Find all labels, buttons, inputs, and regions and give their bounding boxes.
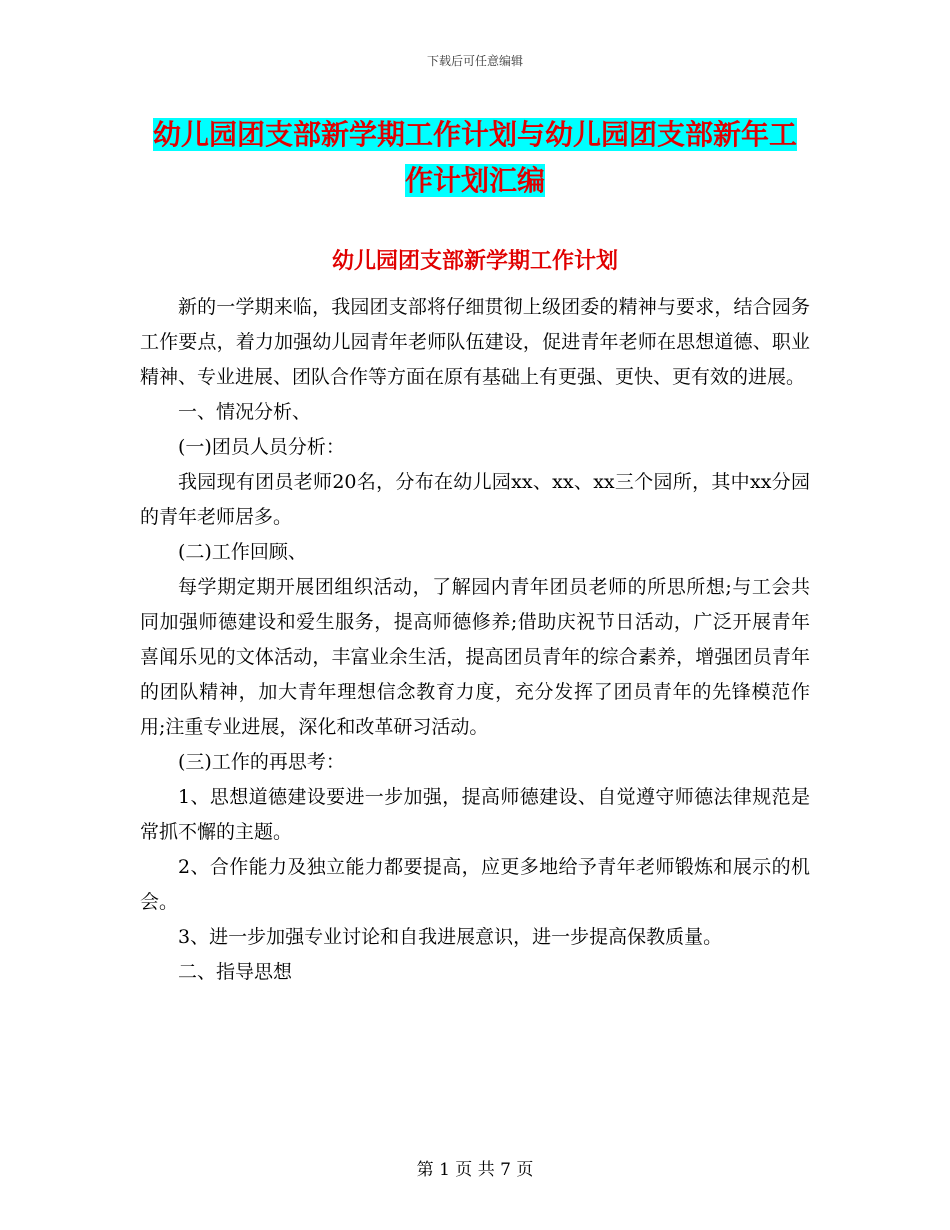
paragraph: (三)工作的再思考： <box>178 751 345 773</box>
section-title: 幼儿园团支部新学期工作计划 <box>331 249 618 274</box>
paragraph: (二)工作回顾、 <box>178 541 307 563</box>
paragraph: 一、情况分析、 <box>178 401 312 423</box>
body-text <box>140 290 810 990</box>
paragraph: 二、指导思想 <box>178 961 293 983</box>
paragraph: 每学期定期开展团组织活动，了解园内青年团员老师的所思所想;与工会共同加强师德建设和爱生服务，提高师德修养;借助庆祝节日活动，广泛开展青年喜闻乐见的文体活动，丰富业余生活，提高团员青年的综合素养，增强团员青年的团队精神，加大青年理想信念教育力度，充分发挥了团员青年的先锋模范作用;注重专业进展，深化和改革研习活动。 <box>140 576 810 738</box>
page-number: 第 1 页 共 7 页 <box>416 1160 534 1180</box>
paragraph: 2、合作能力及独立能力都要提高，应更多地给予青年老师锻炼和展示的机会。 <box>140 856 810 913</box>
paragraph: 我园现有团员老师20名，分布在幼儿园xx、xx、xx三个园所，其中xx分园的青年老师居多。 <box>140 471 810 528</box>
main-title <box>140 112 810 204</box>
paragraph: 新的一学期来临，我园团支部将仔细贯彻上级团委的精神与要求，结合园务工作要点，着力加强幼儿园青年老师队伍建设，促进青年老师在思想道德、职业精神、专业进展、团队合作等方面在原有基础上有更强、更快、更有效的进展。 <box>140 296 810 388</box>
paragraph: (一)团员人员分析： <box>178 436 345 458</box>
header-note: 下载后可任意编辑 <box>426 54 523 68</box>
main-title-text: 幼儿园团支部新学期工作计划与幼儿园团支部新年工作计划汇编 <box>152 118 797 197</box>
paragraph: 1、思想道德建设要进一步加强，提高师德建设、自觉遵守师德法律规范是常抓不懈的主题。 <box>140 786 810 843</box>
paragraph: 3、进一步加强专业讨论和自我进展意识，进一步提高保教质量。 <box>178 926 723 948</box>
